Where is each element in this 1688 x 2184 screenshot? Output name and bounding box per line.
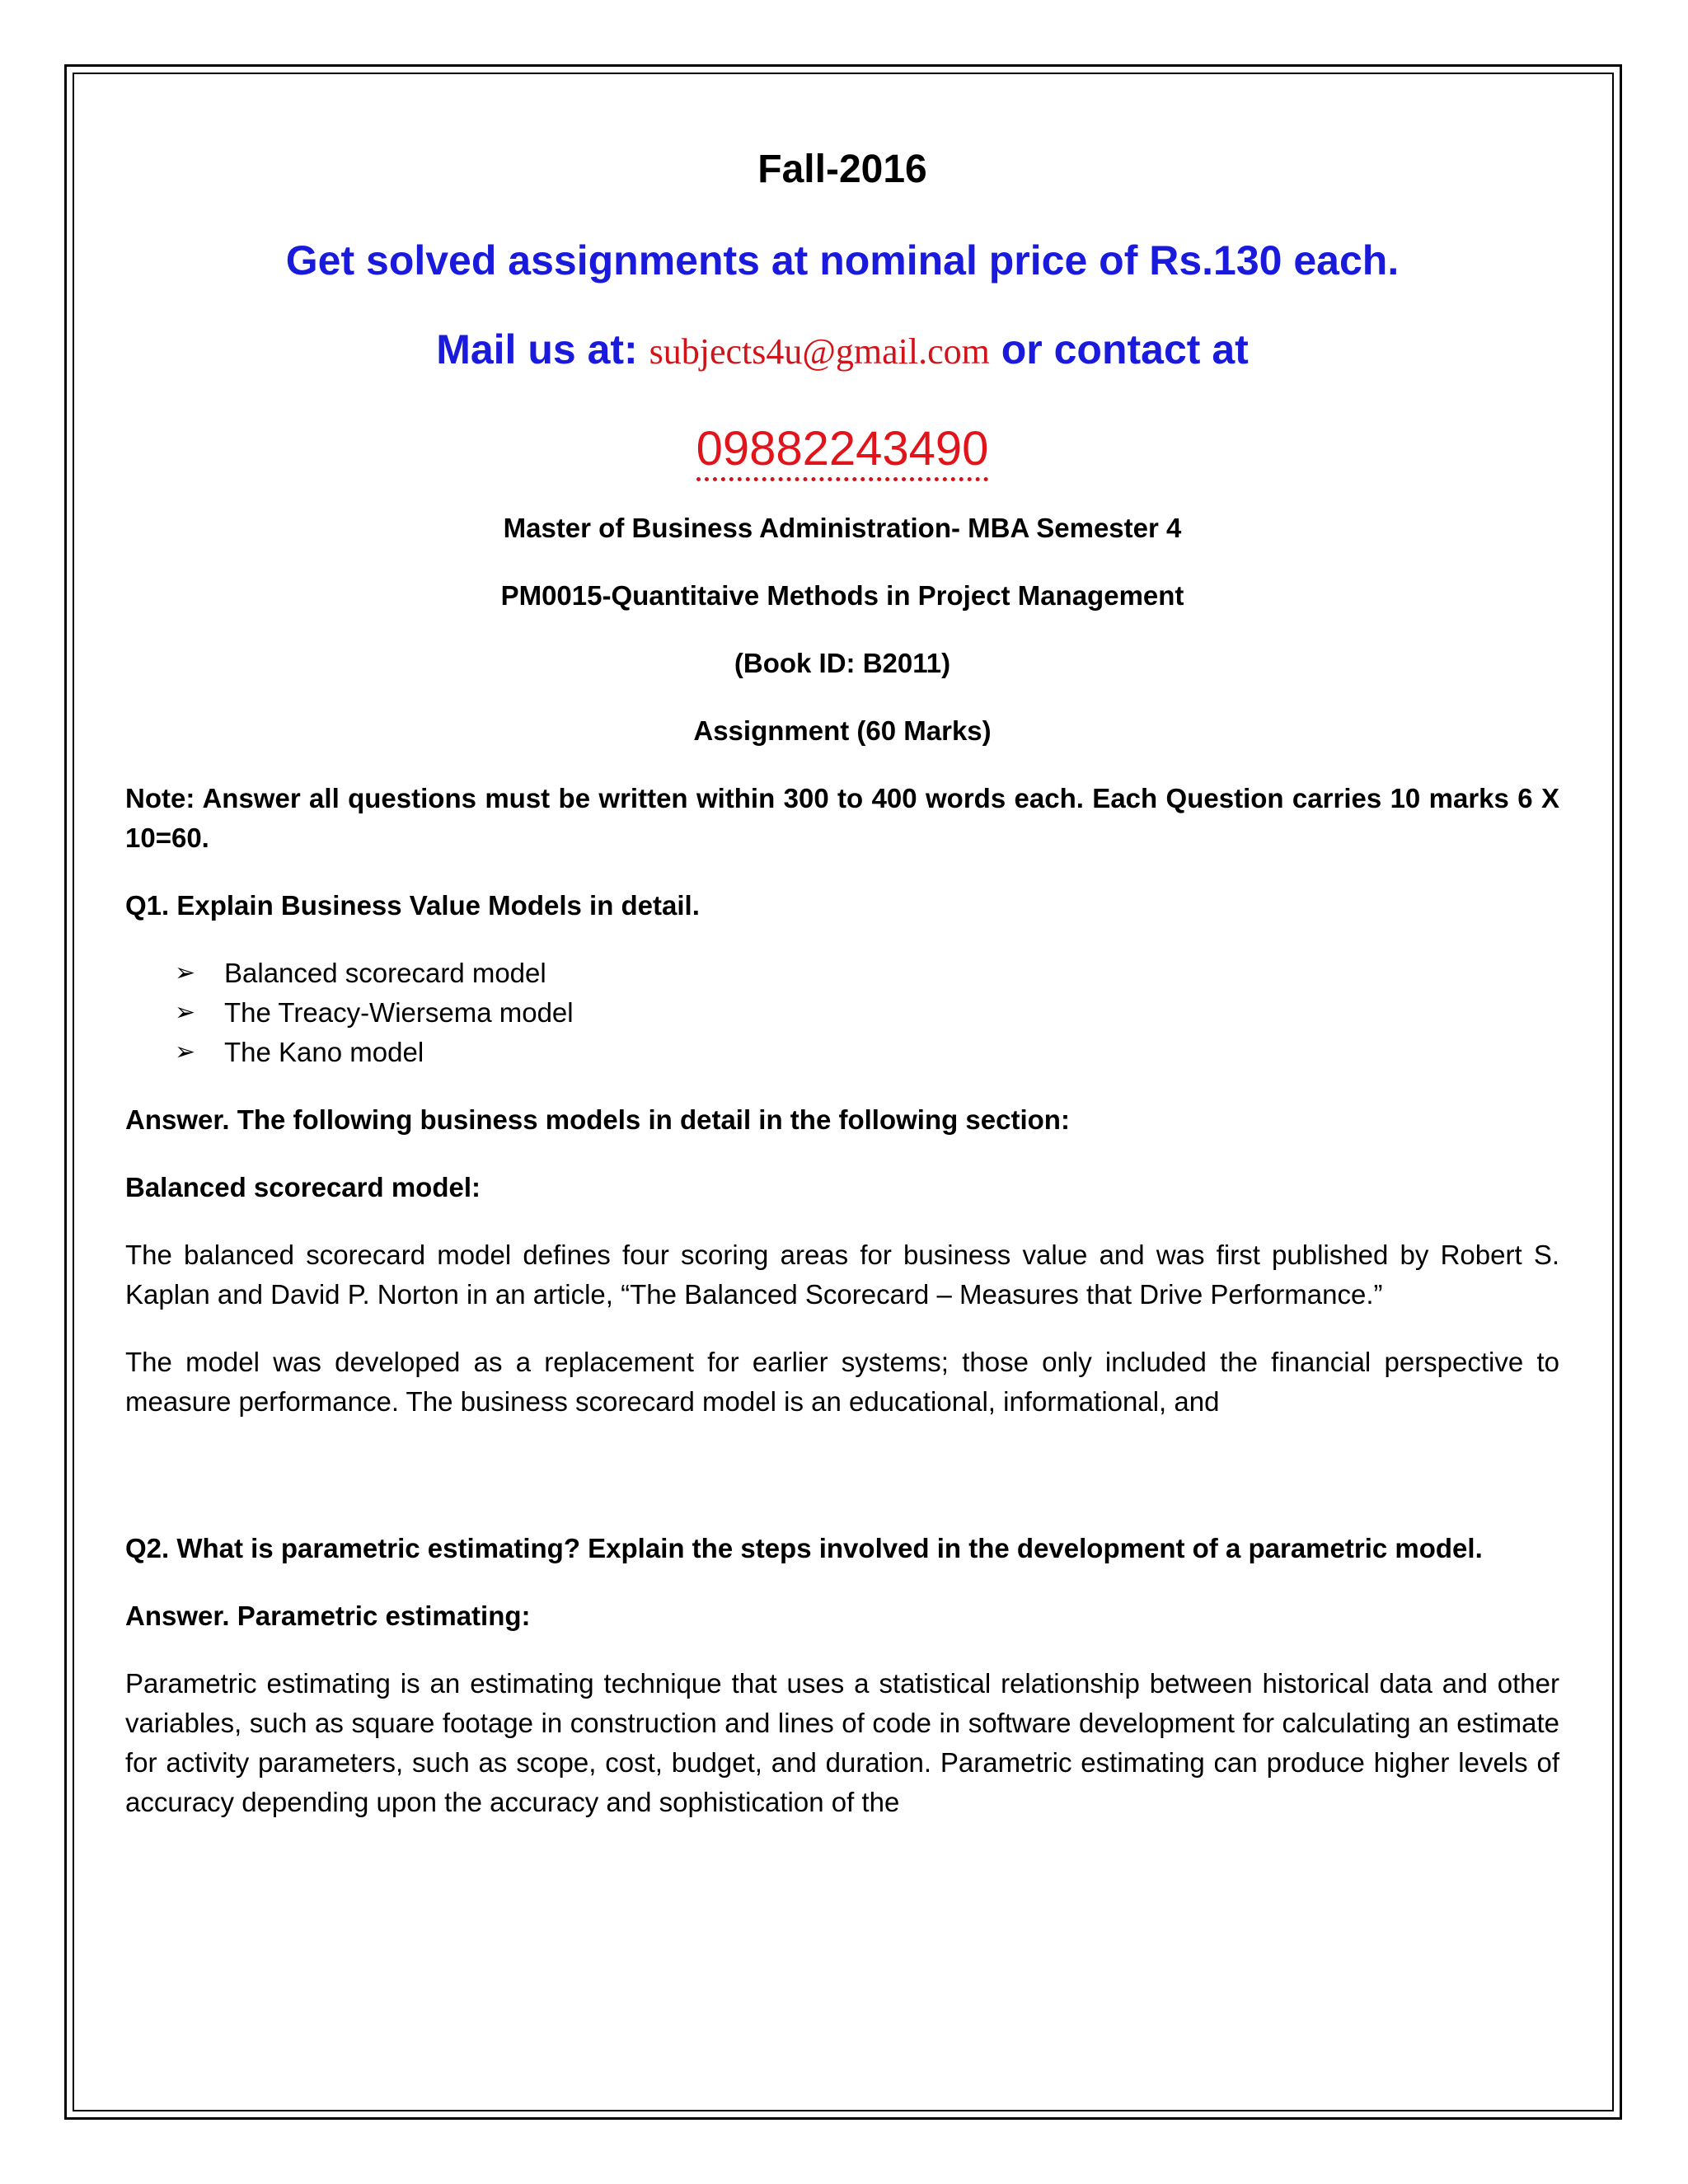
assignment-line: Assignment (60 Marks) — [693, 715, 992, 746]
mail-suffix: or contact at — [1001, 326, 1249, 373]
q1-answer-heading: Answer. The following business models in detail in the following section: — [125, 1104, 1070, 1135]
course-line: PM0015-Quantitaive Methods in Project Management — [500, 580, 1184, 611]
arrow-bullet-icon: ➢ — [175, 959, 196, 987]
mail-prefix: Mail us at: — [436, 326, 638, 373]
q2-paragraph-1: Parametric estimating is an estimating technique that uses a statistical relationship between historical data and other variables, such as square footage in construction and lines of code in software development for calculating an estimate for activity parameters, such as scope, cost, budget, and duration. Parametric estimating can produce higher levels of accuracy depending upon the accuracy and sophistication of the — [125, 1668, 1559, 1817]
document-title: Fall-2016 — [757, 148, 927, 191]
phone-number-line — [125, 416, 1559, 482]
email-link[interactable]: subjects4u@gmail.com — [649, 331, 990, 372]
q1-bullet-list — [125, 954, 1559, 1072]
promo-text: Get solved assignments at nominal price of Rs.130 each. — [285, 237, 1400, 284]
note-text: Note: Answer all questions must be written within 300 to 400 words each. Each Question carries 10 marks 6 X 10=60. — [125, 783, 1559, 853]
section-gap — [125, 1422, 1559, 1501]
q1-paragraph-1: The balanced scorecard model defines four scoring areas for business value and was first published by Robert S. Kaplan and David P. Norton in an article, “The Balanced Scorecard – Measures that Drive Performance.” — [125, 1240, 1559, 1310]
q1-sub-heading: Balanced scorecard model: — [125, 1172, 481, 1202]
document-content — [125, 140, 1559, 1822]
list-item: ➢ The Kano model — [175, 1033, 1559, 1072]
q2-answer-heading: Answer. Parametric estimating: — [125, 1601, 531, 1631]
program-line: Master of Business Administration- MBA Semester 4 — [503, 513, 1182, 543]
contact-line — [125, 320, 1559, 382]
arrow-bullet-icon: ➢ — [175, 999, 196, 1026]
q1-paragraph-2: The model was developed as a replacement for earlier systems; those only included the financial perspective to measure performance. The business scorecard model is an educational, informational, and — [125, 1347, 1559, 1417]
list-item: ➢ Balanced scorecard model — [175, 954, 1559, 993]
arrow-bullet-icon: ➢ — [175, 1038, 196, 1066]
book-id-line: (Book ID: B2011) — [734, 648, 951, 678]
q1-question: Q1. Explain Business Value Models in detail. — [125, 890, 700, 921]
list-item: ➢ The Treacy-Wiersema model — [175, 993, 1559, 1033]
phone-number[interactable]: 09882243490 — [696, 422, 989, 481]
q2-question: Q2. What is parametric estimating? Explain the steps involved in the development of a parametric model. — [125, 1533, 1483, 1563]
